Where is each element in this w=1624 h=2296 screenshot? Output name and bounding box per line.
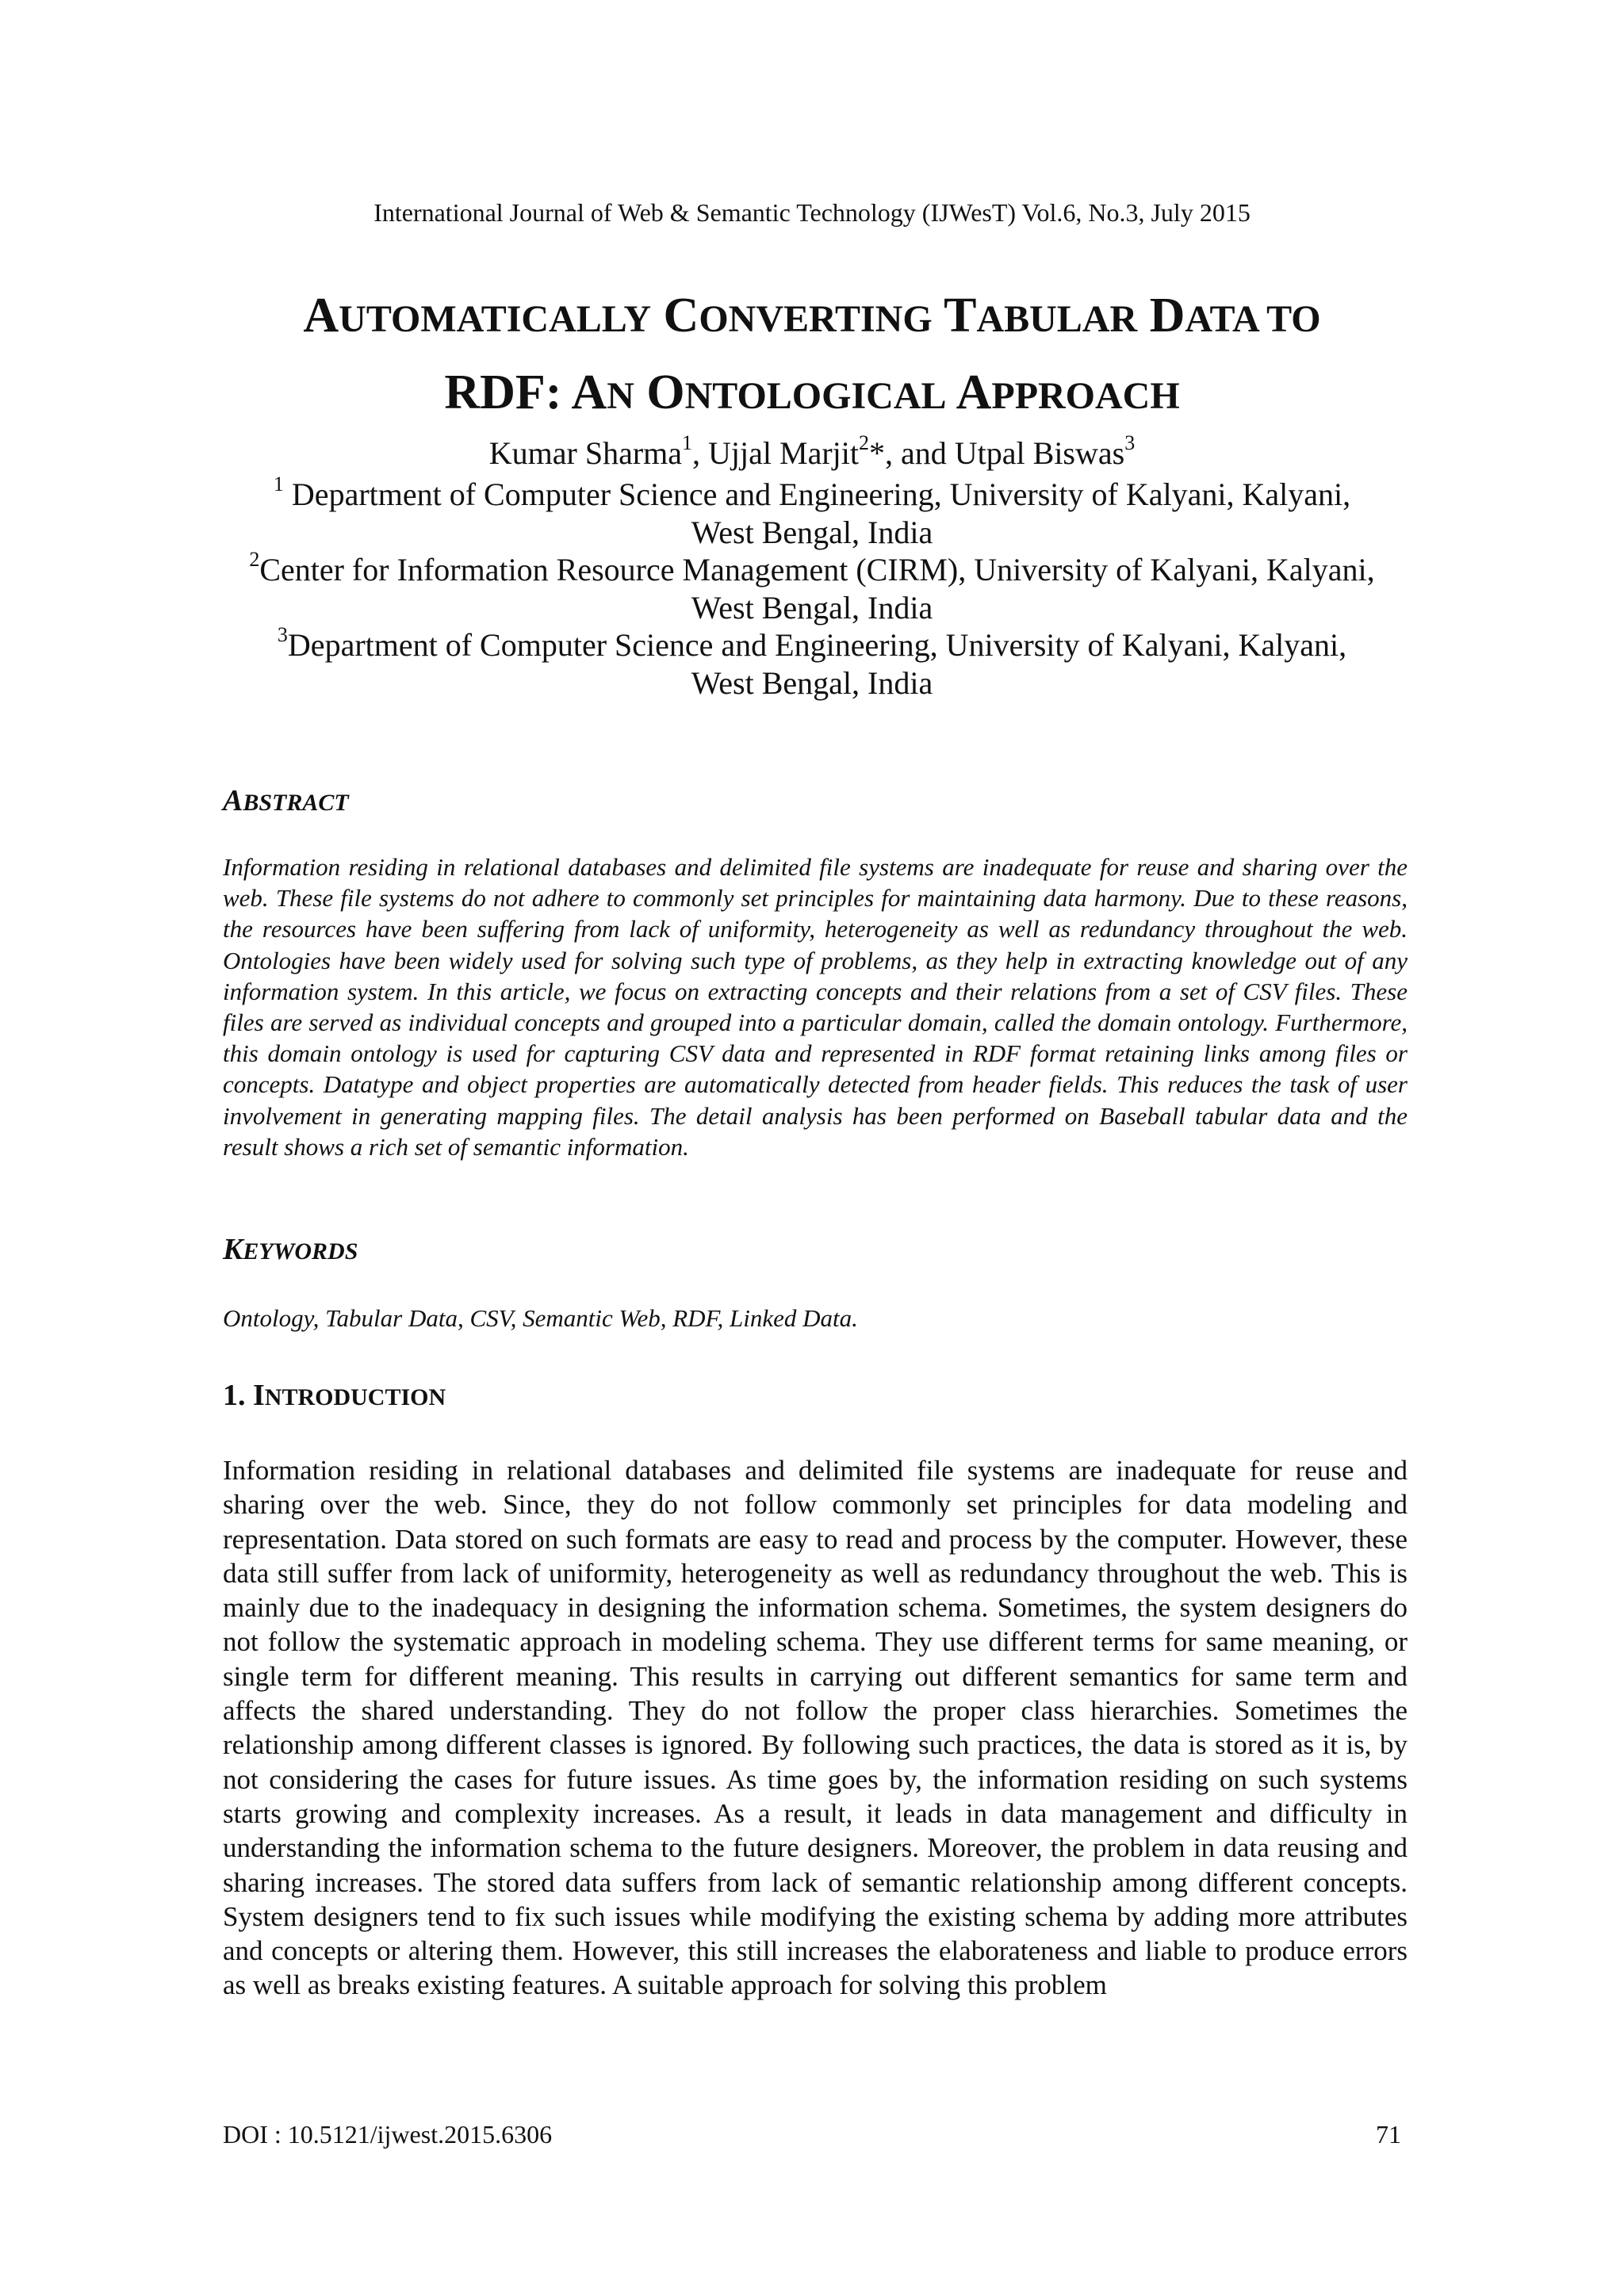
affiliation-3: $^3$Department of Computer Science and Engineering, University of Kalyani, Kalyani, West Bengal, India	[277, 622, 1347, 701]
introduction-heading: 1. INTRODUCTION	[223, 1379, 446, 1412]
author-affiliation-mark: 1	[682, 430, 693, 454]
affiliation-1: $^1$ Department of Computer Science and Engineering, University of Kalyani, Kalyani, West Bengal, India	[273, 472, 1351, 550]
title-line-2: RDF: AN ONTOLOGICAL APPROACH	[444, 365, 1180, 419]
author-affiliation-mark: 2	[859, 430, 870, 454]
author-name: , Ujjal Marjit	[692, 435, 860, 471]
affiliation-2: $^2$Center for Information Resource Management (CIRM), University of Kalyani, Kalyani, West Bengal, India	[249, 547, 1375, 626]
introduction-body: Information residing in relational databases and delimited file systems are inadequate for reuse and sharing over the web. Since, they do not follow commonly set principles for data modeling and representation. Data stored on such formats are easy to read and process by the computer. However, these data still suffer from lack of uniformity, heterogeneity as well as redundancy throughout the web. This is mainly due to the inadequacy in designing the information schema. Sometimes, the system designers do not follow the systematic approach in modeling schema. They use different terms for same meaning, or single term for different meaning. This results in carrying out different semantics for same term and affects the shared understanding. They do not follow the proper class hierarchies. Sometimes the relationship among different classes is ignored. By following such practices, the data is stored as it is, by not considering the cases for future issues. As time goes by, the information residing on such systems starts growing and complexity increases. As a result, it leads in data management and difficulty in understanding the information schema to the future designers. Moreover, the problem in data reusing and sharing increases. The stored data suffers from lack of semantic relationship among different concepts. System designers tend to fix such issues while modifying the existing schema by adding more attributes and concepts or altering them. However, this still increases the elaborateness and liable to produce errors as well as breaks existing features. A suitable approach for solving this problem	[223, 1455, 1408, 2001]
author-name: Kumar Sharma	[488, 435, 683, 471]
author-affiliation-mark: 3	[1124, 430, 1136, 454]
running-header: International Journal of Web & Semantic Technology (IJWesT) Vol.6, No.3, July 2015	[373, 198, 1251, 227]
abstract-text: Information residing in relational databases and delimited file systems are inadequate for reuse and sharing over the web. These file systems do not adhere to commonly set principles for maintaining data harmony. Due to these reasons, the resources have been suffering from lack of uniformity, heterogeneity as well as redundancy throughout the web. Ontologies have been widely used for solving such type of problems, as they help in extracting knowledge out of any information system. In this article, we focus on extracting concepts and their relations from a set of CSV files. These files are served as individual concepts and grouped into a particular domain, called the domain ontology. Furthermore, this domain ontology is used for capturing CSV data and represented in RDF format retaining links among files or concepts. Datatype and object properties are automatically detected from header fields. This reduces the task of user involvement in generating mapping files. The detail analysis has been performed on Baseball tabular data and the result shows a rich set of semantic information.	[223, 853, 1408, 1161]
keywords-heading: KEYWORDS	[223, 1233, 358, 1266]
paper-title	[190, 279, 1434, 433]
doi-footer: DOI : 10.5121/ijwest.2015.6306	[223, 2120, 553, 2149]
author-list	[159, 430, 1465, 472]
keywords-text: Ontology, Tabular Data, CSV, Semantic Web, RDF, Linked Data.	[223, 1304, 858, 1332]
affiliation-list	[159, 472, 1465, 702]
title-line-1: AUTOMATICALLY CONVERTING TABULAR DATA TO	[303, 289, 1321, 342]
page-number: 71	[1376, 2120, 1401, 2149]
author-name: *, and Utpal Biswas	[869, 435, 1125, 471]
abstract-heading: ABSTRACT	[223, 784, 349, 817]
